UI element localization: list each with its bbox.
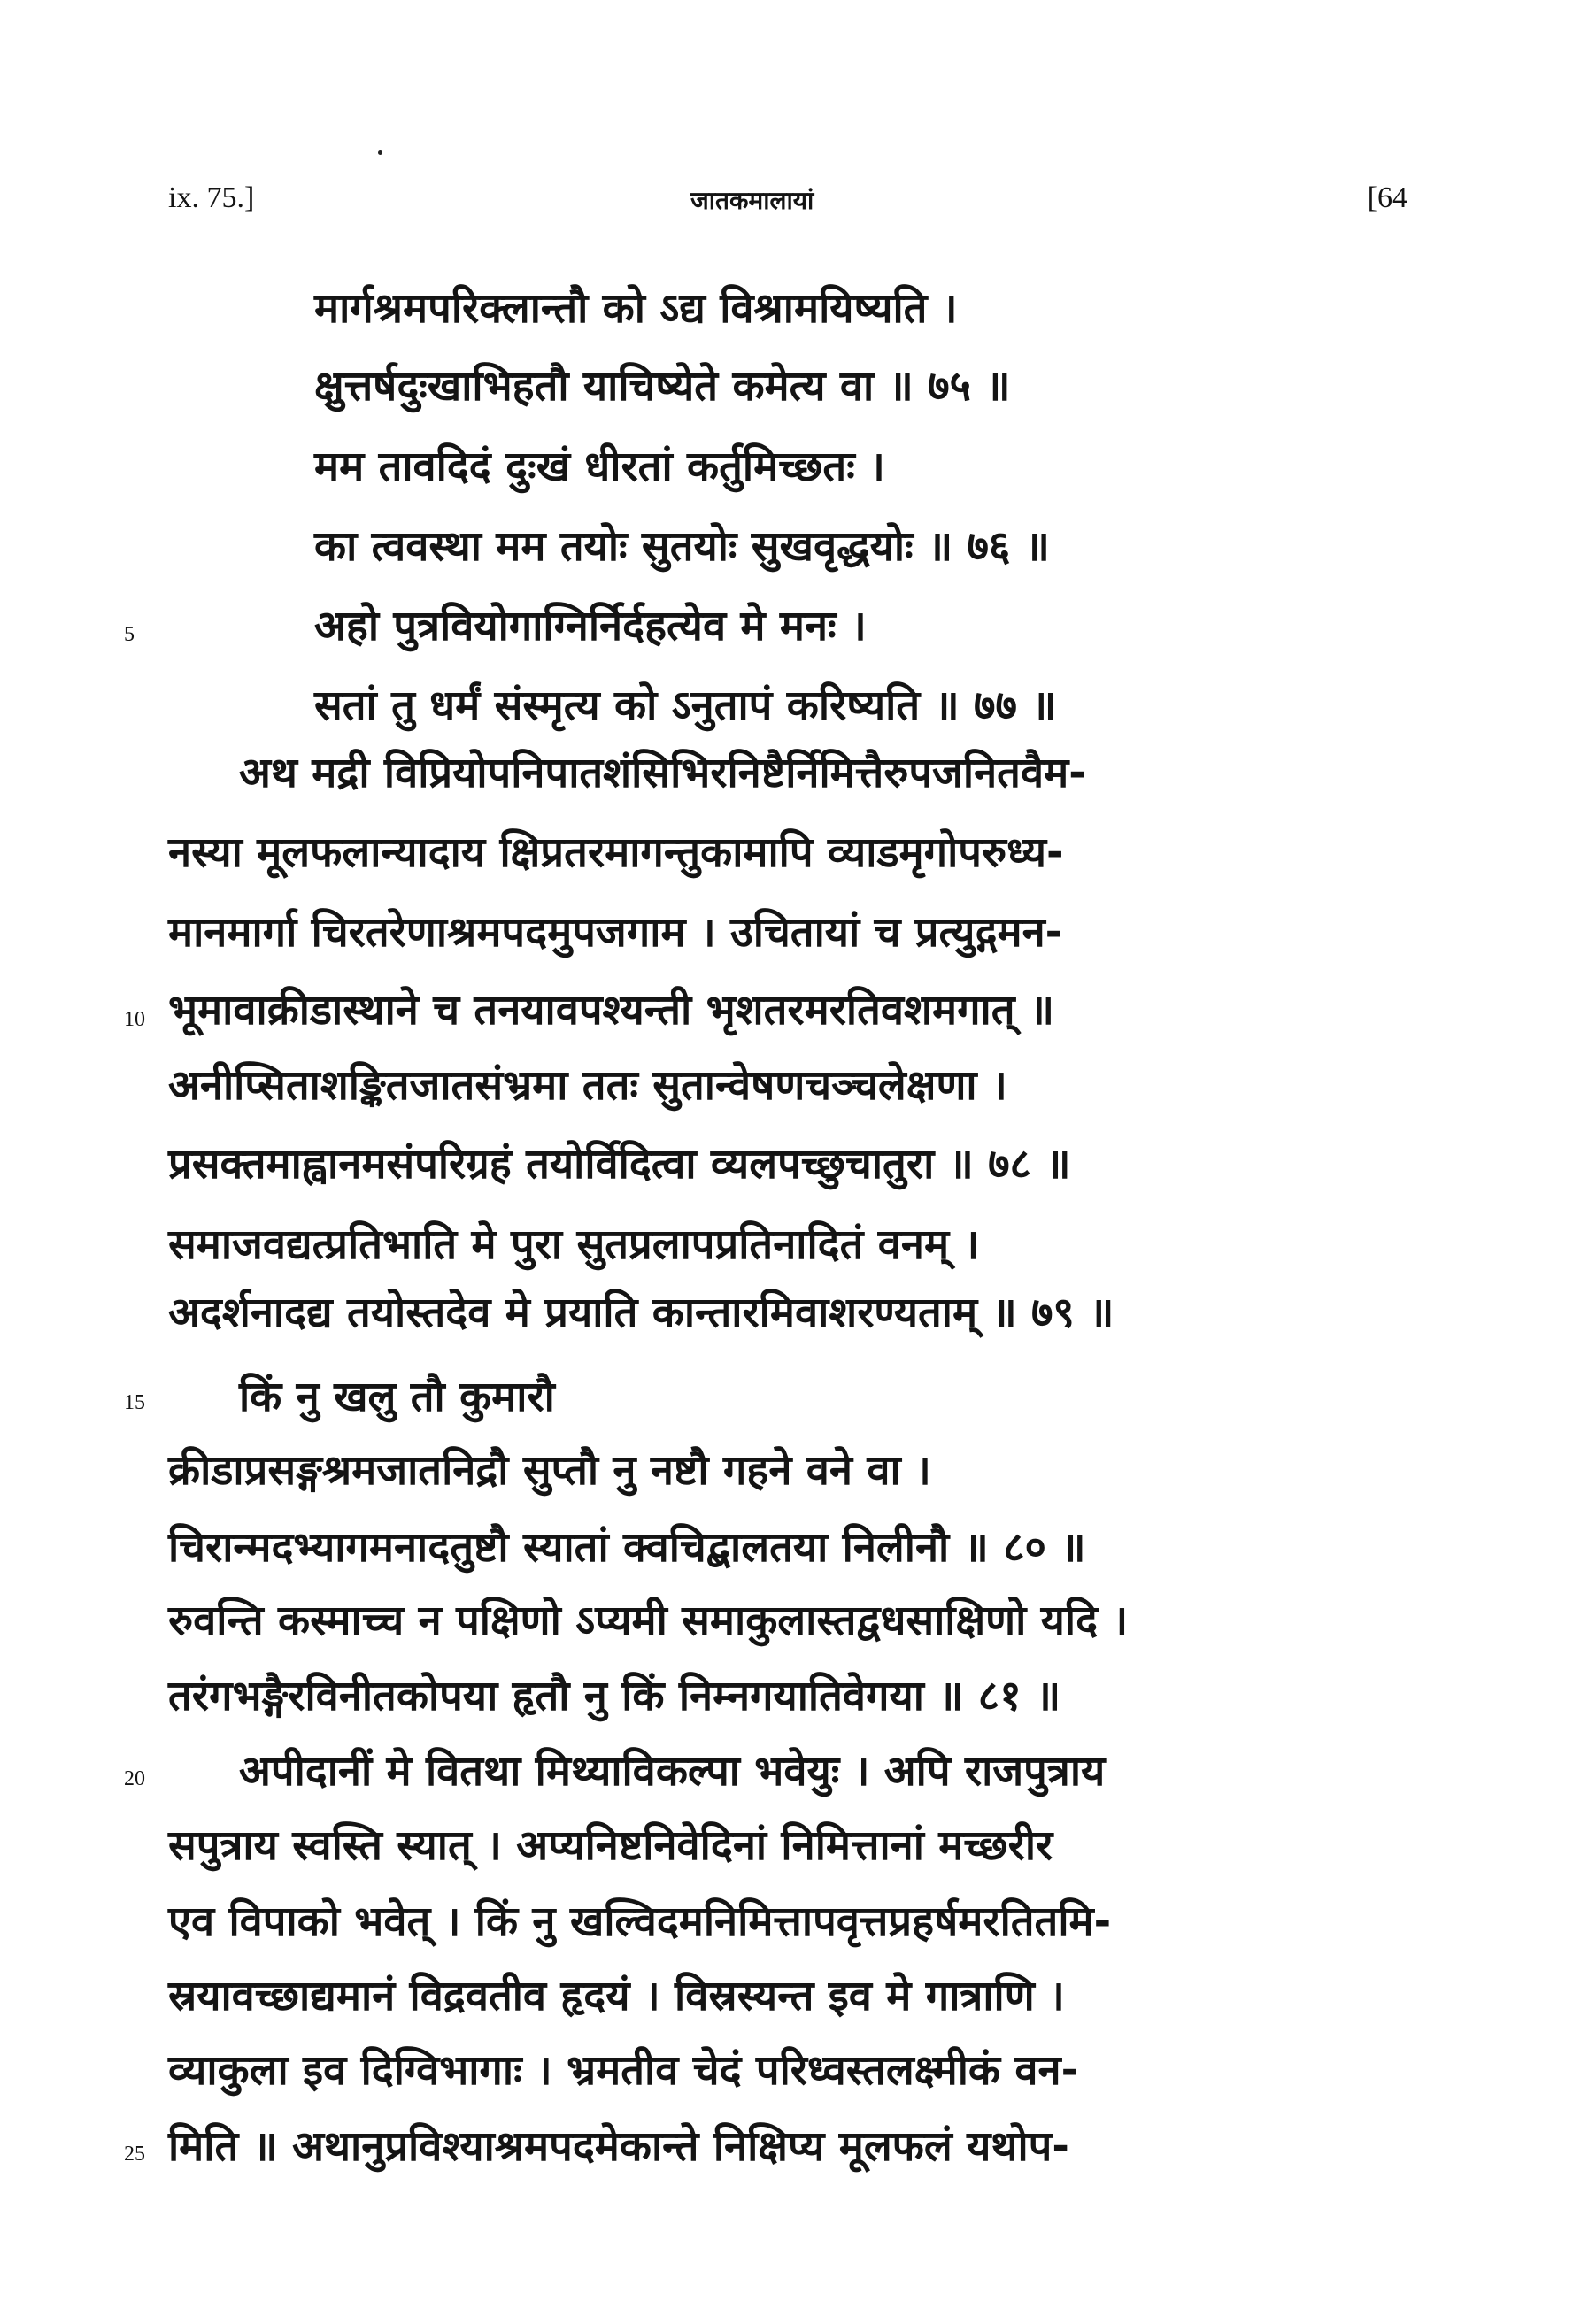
text-line: सतां तु धर्मं संस्मृत्य को ऽनुतापं करिष्यति ॥ ७७ ॥ <box>314 681 1057 730</box>
text-line: समाजवद्यत्प्रतिभाति मे पुरा सुतप्रलापप्रतिनादितं वनम् । <box>168 1220 980 1269</box>
line-number: 25 <box>124 2143 145 2166</box>
text-line: मानमार्गा चिरतरेणाश्रमपदमुपजगाम । उचितायां च प्रत्युद्गमन- <box>168 908 1063 957</box>
text-line: स्रयावच्छाद्यमानं विद्रवतीव हृदयं । विस्रस्यन्त इव मे गात्राणि । <box>168 1972 1065 2020</box>
text-line: सपुत्राय स्वस्ति स्यात् । अप्यनिष्टनिवेदिनां निमित्तानां मच्छरीर <box>168 1821 1053 1870</box>
page-number: [64 <box>1367 181 1407 214</box>
line-number: 20 <box>124 1767 145 1790</box>
text-line: क्षुत्तर्षदुःखाभिहतौ याचिष्येते कमेत्य वा ॥ ७५ ॥ <box>314 362 1011 411</box>
text-line: किं नु खलु तौ कुमारौ <box>239 1373 555 1421</box>
text-line: अनीप्सिताशङ्कितजातसंभ्रमा ततः सुतान्वेषणचञ्चलेक्षणा । <box>168 1061 1007 1110</box>
text-line: अथ मद्री विप्रियोपनिपातशंसिभिरनिष्टैर्निमित्तैरुपजनितवैम- <box>239 749 1086 797</box>
text-line: क्रीडाप्रसङ्गश्रमजातनिद्रौ सुप्तौ नु नष्टौ गहने वने वा । <box>168 1446 931 1495</box>
line-number: 10 <box>124 1008 145 1031</box>
text-line: चिरान्मदभ्यागमनादतुष्टौ स्यातां क्वचिद्बालतया निलीनौ ॥ ८० ॥ <box>168 1523 1086 1572</box>
text-line: एव विपाको भवेत् । किं नु खल्विदमनिमित्तापवृत्तप्रहर्षमरतितमि- <box>168 1897 1112 1946</box>
text-line: मम तावदिदं दुःखं धीरतां कर्तुमिच्छतः । <box>314 442 885 491</box>
running-header <box>168 181 1407 235</box>
line-number: 15 <box>124 1391 145 1414</box>
text-line: अपीदानीं मे वितथा मिथ्याविकल्पा भवेयुः । अपि राजपुत्राय <box>239 1747 1106 1796</box>
text-line: तरंगभङ्गैरविनीतकोपया हृतौ नु किं निम्नगयातिवेगया ॥ ८१ ॥ <box>168 1672 1061 1720</box>
text-line: भूमावाक्रीडास्थाने च तनयावपश्यन्ती भृशतरमरतिवशमगात् ॥ <box>168 986 1055 1035</box>
text-line: रुवन्ति कस्माच्च न पक्षिणो ऽप्यमी समाकुलास्तद्वधसाक्षिणो यदि । <box>168 1597 1129 1645</box>
text-line: मिति ॥ अथानुप्रविश्याश्रमपदमेकान्ते निक्षिप्य मूलफलं यथोप- <box>168 2122 1069 2171</box>
text-line: अहो पुत्रवियोगाग्निर्निर्दहत्येव मे मनः । <box>314 602 867 650</box>
book-title: जातकमालायां <box>690 186 814 215</box>
section-reference: ix. 75.] <box>168 181 255 214</box>
text-line: मार्गश्रमपरिक्लान्तौ को ऽद्य विश्रामयिष्यति । <box>314 284 958 333</box>
text-line: नस्या मूलफलान्यादाय क्षिप्रतरमागन्तुकामापि व्याडमृगोपरुध्य- <box>168 828 1064 877</box>
text-line: प्रसक्तमाह्वानमसंपरिग्रहं तयोर्विदित्वा व्यलपच्छुचातुरा ॥ ७८ ॥ <box>168 1140 1071 1189</box>
text-line: का त्ववस्था मम तयोः सुतयोः सुखवृद्धयोः ॥ ७६ ॥ <box>314 522 1050 571</box>
print-speck <box>378 150 382 155</box>
line-number: 5 <box>124 623 135 646</box>
text-line: अदर्शनादद्य तयोस्तदेव मे प्रयाति कान्तारमिवाशरण्यताम् ॥ ७९ ॥ <box>168 1289 1114 1337</box>
text-line: व्याकुला इव दिग्विभागाः । भ्रमतीव चेदं परिध्वस्तलक्ष्मीकं वन- <box>168 2046 1079 2095</box>
